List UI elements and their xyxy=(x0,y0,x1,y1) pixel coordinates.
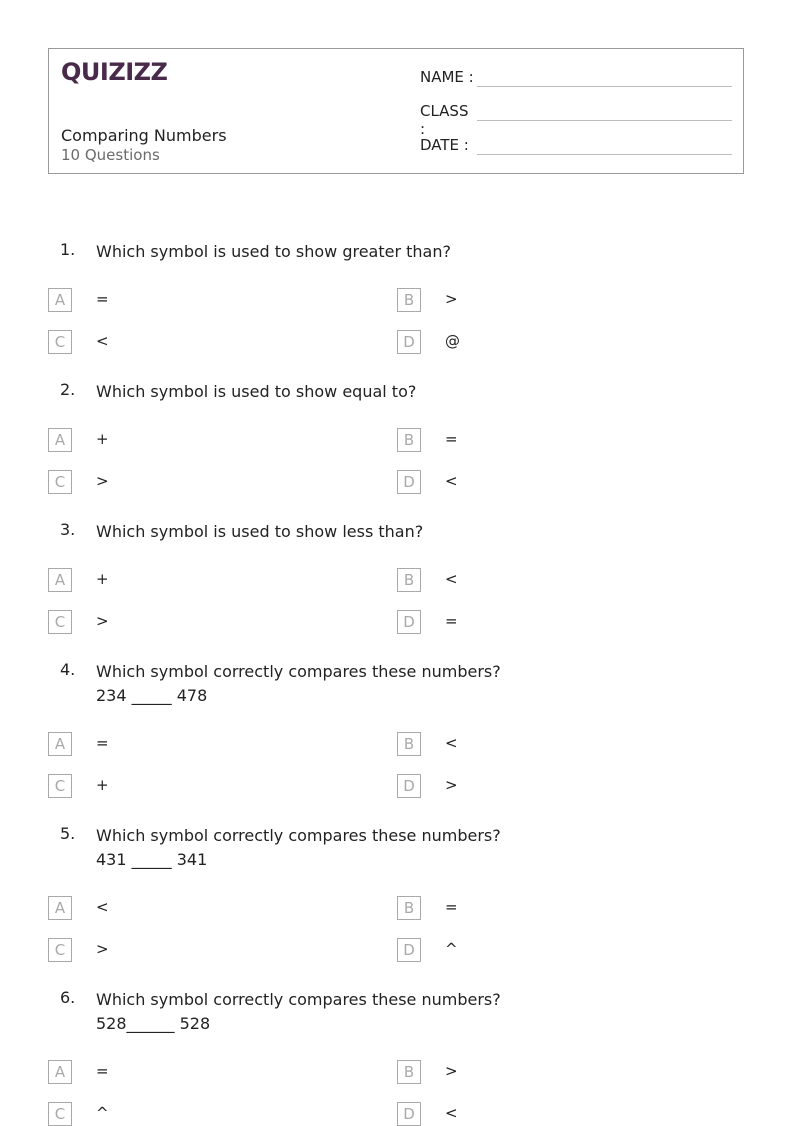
option-letter-box[interactable]: C xyxy=(48,774,72,798)
question-text xyxy=(96,520,716,544)
class-label: CLASS : xyxy=(420,102,469,138)
question-line: 431 _____ 341 xyxy=(96,850,208,869)
option-letter-box[interactable]: D xyxy=(397,1102,421,1126)
question-line: Which symbol correctly compares these numbers? xyxy=(96,826,501,845)
question-line: Which symbol is used to show greater than? xyxy=(96,242,451,261)
question-line: 528______ 528 xyxy=(96,1014,211,1033)
date-field xyxy=(420,136,477,154)
date-line[interactable] xyxy=(477,154,732,155)
option-letter-box[interactable]: D xyxy=(397,330,421,354)
option-text: < xyxy=(445,472,458,490)
option-text: < xyxy=(445,1104,458,1122)
question-count: 10 Questions xyxy=(61,146,160,164)
option-text: = xyxy=(96,1062,109,1080)
question-line: Which symbol correctly compares these numbers? xyxy=(96,990,501,1009)
worksheet-title: Comparing Numbers xyxy=(61,126,227,145)
option-text: < xyxy=(96,898,109,916)
question-number: 3. xyxy=(60,520,76,539)
option-text: > xyxy=(445,290,458,308)
question-line: Which symbol is used to show equal to? xyxy=(96,382,417,401)
option-letter-box[interactable]: B xyxy=(397,896,421,920)
option-letter-box[interactable]: A xyxy=(48,1060,72,1084)
name-label: NAME : xyxy=(420,68,474,86)
option-text: > xyxy=(445,1062,458,1080)
option-text: < xyxy=(445,570,458,588)
option-letter-box[interactable]: C xyxy=(48,610,72,634)
option-letter-box[interactable]: A xyxy=(48,568,72,592)
date-label: DATE : xyxy=(420,136,469,154)
option-text: ^ xyxy=(445,940,458,958)
option-letter-box[interactable]: B xyxy=(397,732,421,756)
option-letter-box[interactable]: D xyxy=(397,938,421,962)
option-text: > xyxy=(445,776,458,794)
question-text xyxy=(96,824,716,872)
class-line[interactable] xyxy=(477,120,732,121)
option-text: + xyxy=(96,776,109,794)
question-line: Which symbol correctly compares these numbers? xyxy=(96,662,501,681)
option-letter-box[interactable]: B xyxy=(397,1060,421,1084)
option-letter-box[interactable]: B xyxy=(397,288,421,312)
option-text: = xyxy=(445,898,458,916)
question-number: 4. xyxy=(60,660,76,679)
option-text: + xyxy=(96,570,109,588)
question-text xyxy=(96,240,716,264)
question-number: 1. xyxy=(60,240,76,259)
option-letter-box[interactable]: C xyxy=(48,938,72,962)
class-field xyxy=(420,102,477,138)
question-text xyxy=(96,660,716,708)
worksheet-header xyxy=(48,48,744,174)
option-text: = xyxy=(445,612,458,630)
option-letter-box[interactable]: A xyxy=(48,428,72,452)
question-text xyxy=(96,988,716,1036)
option-text: > xyxy=(96,472,109,490)
option-text: = xyxy=(96,734,109,752)
option-text: ^ xyxy=(96,1104,109,1122)
name-line[interactable] xyxy=(477,86,732,87)
option-text: = xyxy=(445,430,458,448)
option-letter-box[interactable]: A xyxy=(48,288,72,312)
option-text: > xyxy=(96,940,109,958)
option-text: = xyxy=(96,290,109,308)
option-letter-box[interactable]: D xyxy=(397,774,421,798)
option-text: + xyxy=(96,430,109,448)
option-text: < xyxy=(96,332,109,350)
option-letter-box[interactable]: D xyxy=(397,610,421,634)
question-line: Which symbol is used to show less than? xyxy=(96,522,424,541)
question-number: 2. xyxy=(60,380,76,399)
option-letter-box[interactable]: A xyxy=(48,896,72,920)
option-letter-box[interactable]: C xyxy=(48,1102,72,1126)
option-letter-box[interactable]: B xyxy=(397,568,421,592)
option-letter-box[interactable]: D xyxy=(397,470,421,494)
name-field xyxy=(420,68,477,86)
option-text: @ xyxy=(445,332,460,350)
question-text xyxy=(96,380,716,404)
option-text: < xyxy=(445,734,458,752)
option-text: > xyxy=(96,612,109,630)
option-letter-box[interactable]: C xyxy=(48,330,72,354)
question-line: 234 _____ 478 xyxy=(96,686,208,705)
option-letter-box[interactable]: B xyxy=(397,428,421,452)
option-letter-box[interactable]: C xyxy=(48,470,72,494)
option-letter-box[interactable]: A xyxy=(48,732,72,756)
question-number: 6. xyxy=(60,988,76,1007)
question-number: 5. xyxy=(60,824,76,843)
quizizz-logo: QUIZIZZ xyxy=(61,58,168,86)
